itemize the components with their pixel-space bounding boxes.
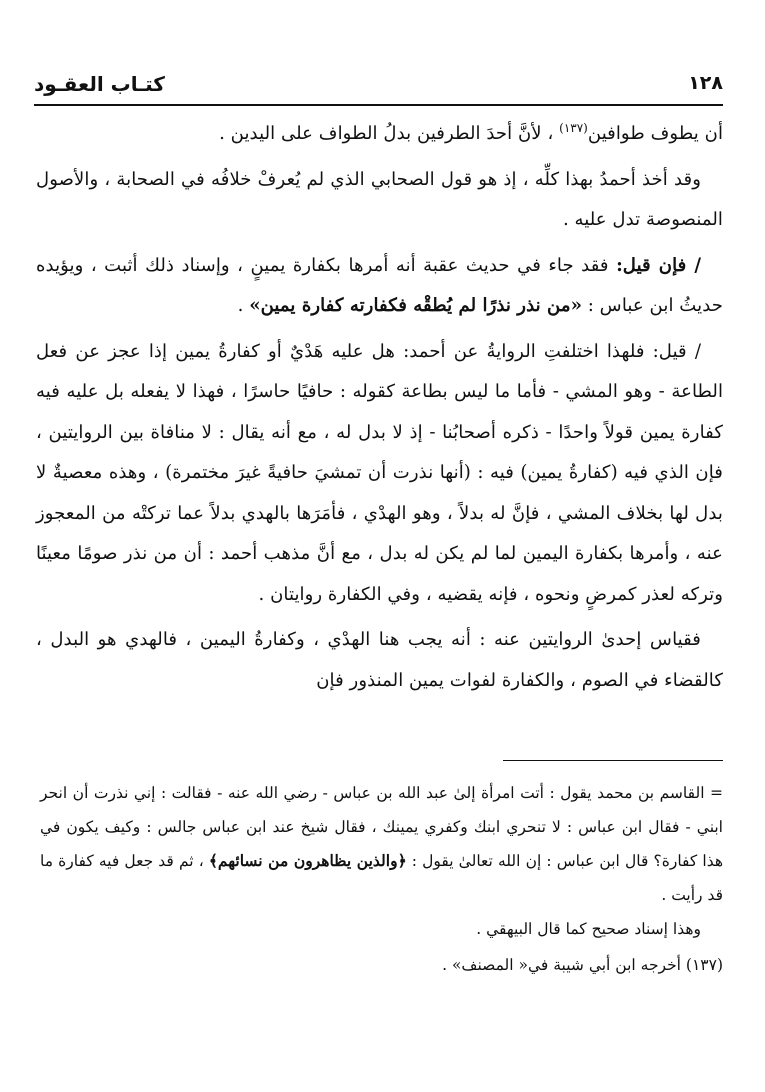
paragraph-3-text: فقد جاء في حديث عقبة أنه أمرها بكفارة يمينٍ ، وإسناد ذلك أثبت ، ويؤيده حديثُ ابن عباس : [36, 254, 723, 316]
paragraph-1 [36, 114, 723, 155]
page-header [34, 70, 723, 106]
footnote-text-end: ، ثم قد جعل فيه كفارة ما قد رأيت . [40, 852, 723, 904]
reply-label: / قيل: [652, 340, 701, 362]
footnote-continuation [40, 776, 723, 912]
main-text [36, 114, 723, 706]
footnote-137: (١٣٧) أخرجه ابن أبي شيبة في« المصنف» . [442, 956, 723, 974]
footnote-reference: (١٣٧) [559, 120, 588, 135]
paragraph-5: فقياس إحدىٰ الروايتين عنه : أنه يجب هنا الهدْي ، وكفارةُ اليمين ، فالهدي هو البدل ، كالقضاء في الصوم ، والكفارة لفوات يمين المنذور فإن [36, 629, 723, 691]
paragraph-1-start: أن يطوف طوافين [587, 123, 723, 144]
page-number: ١٢٨ [688, 72, 723, 94]
footnote-separator [503, 760, 723, 761]
paragraph-3 [36, 246, 723, 327]
objection-label: / فإن قيل: [616, 254, 701, 276]
paragraph-4-text: فلهذا اختلفتِ الروايةُ عن أحمد: هل عليه هَدْيٌ أو كفارةُ يمين إذا عجز عن فعل الطاعة - وهو المشي - فأما ما ليس بطاعة كقوله : حافيًا حاسرًا ، فهذا لا يفعله بل عليه فيه كفارة يمين قولاً واحدًا - ذكره أصحابُنا - إذ لا بدل له ، مع أنه يقال : لا منافاة بين الروايتين ، فإن الذي فيه (كفارةُ يمين) فيه : (أنها نذرت أن تمشيَ حافيةً غيرَ مختمرة) ، وهذه معصيةٌ لا بدل لها بخلاف المشي ، فإنَّ له بدلاً ، وهو الهدْي ، فأمَرَها بالهدي بدلاً عما تركتْه من المعجوز عنه ، وأمرها بكفارة اليمين لما لم يكن له بدل ، مع أنَّ مذهب أحمد : أن من نذر صومًا معينًا وتركه لعذر كمرضٍ ونحوه ، فإنه يقضيه ، وفي الكفارة روايتان . [36, 340, 723, 605]
running-title: كتـاب العقـود [34, 72, 165, 96]
footnotes [40, 776, 723, 982]
quran-quote: ﴿والذين يظاهرون من نسائهم﴾ [208, 851, 407, 870]
paragraph-1-end: ، لأنَّ أحدَ الطرفين بدلُ الطواف على اليدين . [219, 123, 560, 144]
paragraph-3-end: . [237, 295, 250, 316]
paragraph-4 [36, 332, 723, 616]
footnote-text: = القاسم بن محمد يقول : أتت امرأة إلىٰ عبد الله بن عباس - رضي الله عنه - فقالت : إني نذرت أن انحر ابني - فقال ابن عباس : لا تنحري ابنك وكفري يمينك ، فقال شيخ عند ابن عباس جالس : وكيف يكون في هذا كفارة؟ قال ابن عباس : إن الله تعالىٰ يقول : [40, 784, 724, 870]
paragraph-2: وقد أخذ أحمدُ بهذا كلِّه ، إذ هو قول الصحابي الذي لم يُعرفْ خلافُه في الصحابة ، والأصول المنصوصة تدل عليه . [36, 168, 723, 230]
hadith-quote: «من نذر نذرًا لم يُطقْه فكفارته كفارة يمين» [249, 295, 582, 316]
footnote-isnad-note: وهذا إسناد صحيح كما قال البيهقي . [476, 920, 701, 938]
